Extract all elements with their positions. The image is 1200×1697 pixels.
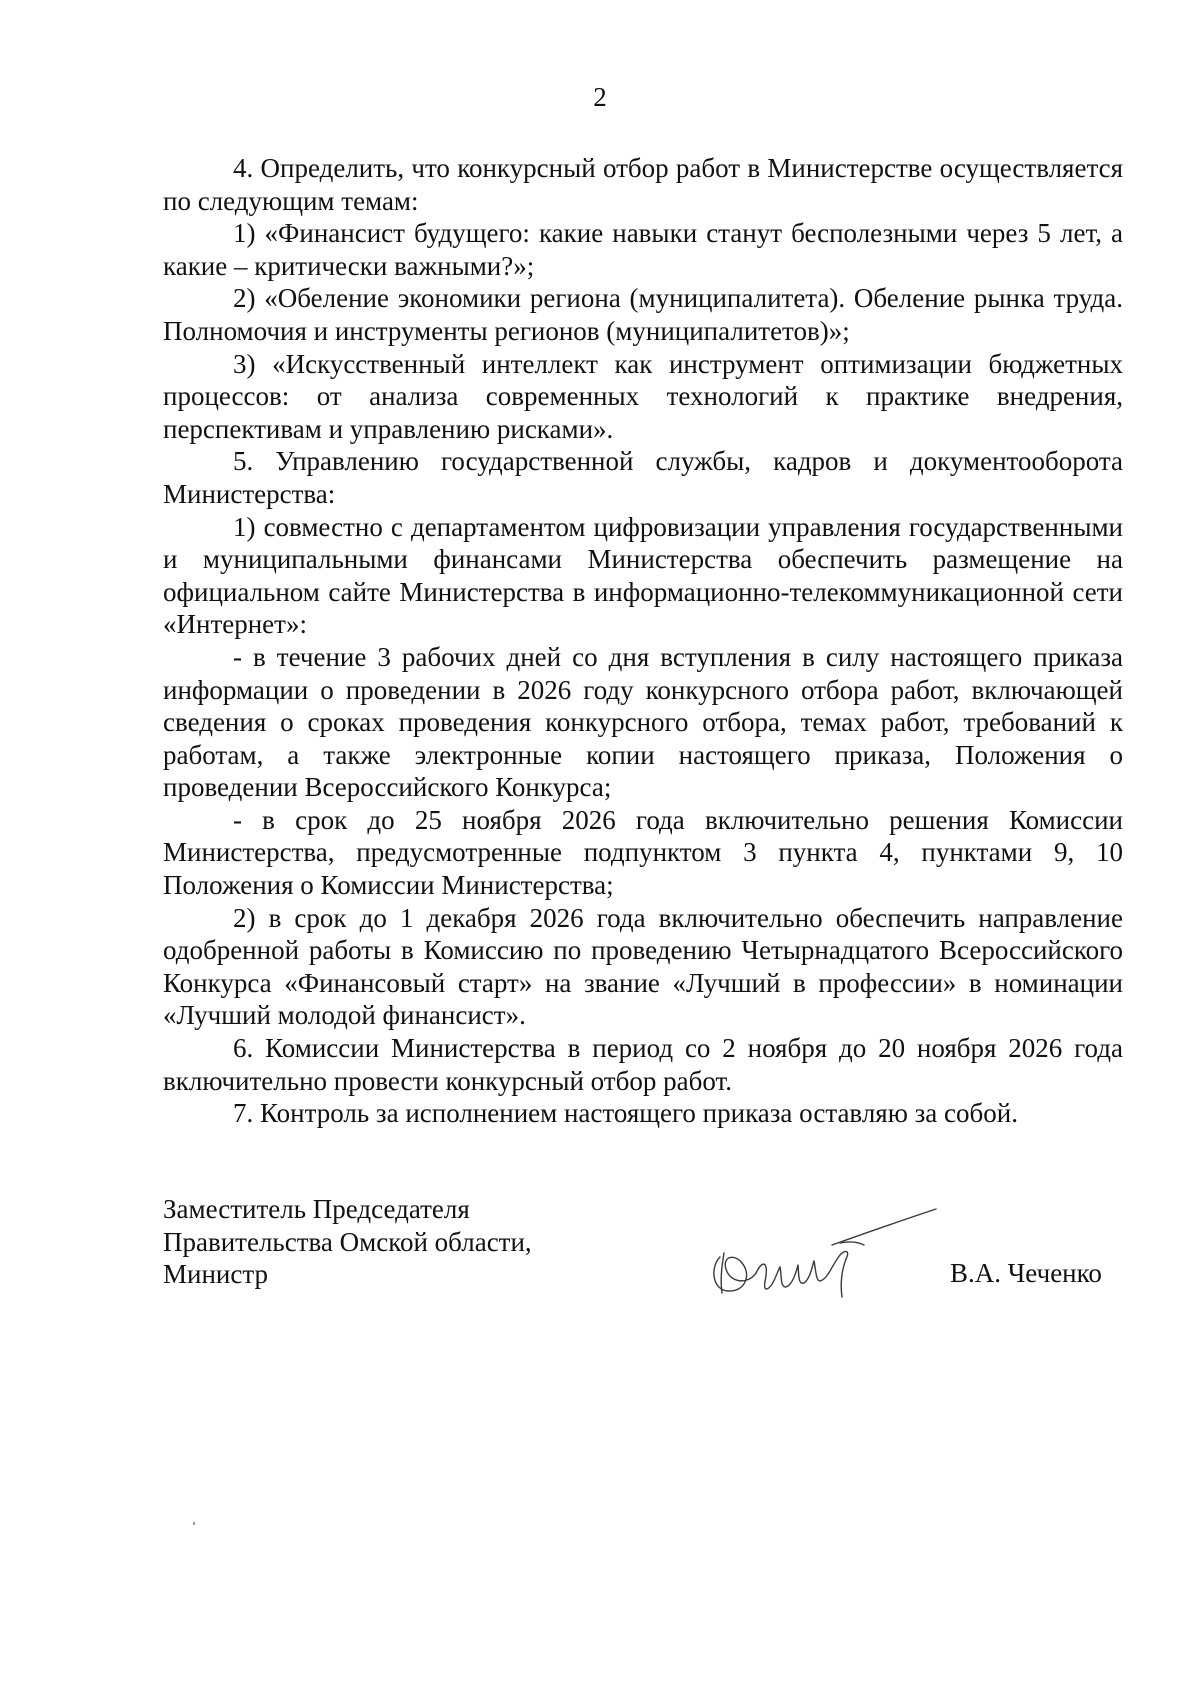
signatory-title-line-2: Правительства Омской области,: [163, 1226, 532, 1257]
document-body: [163, 152, 1123, 1130]
paragraph-5: 5. Управлению государственной службы, кадров и документооборота Министерства:: [163, 446, 1123, 509]
signatory-title-line-1: Заместитель Председателя: [163, 1194, 470, 1224]
paragraph-5-item-1-bullet-1: - в течение 3 рабочих дней со дня вступления в силу настоящего приказа информации о проведении в 2026 году конкурсного отбора работ, включающей сведения о сроках проведения конкурсного отбора, темах работ, требований к работам, а также электронные копии настоящего приказа, Положения о проведении Всероссийского Конкурса;: [163, 641, 1123, 803]
scan-artifact: [193, 1522, 195, 1525]
paragraph-5-item-1-bullet-2: - в срок до 25 ноября 2026 года включительно решения Комиссии Министерства, предусмотренные подпунктом 3 пункта 4, пунктами 9, 10 Положения о Комиссии Министерства;: [163, 804, 1123, 901]
paragraph-7: 7. Контроль за исполнением настоящего приказа оставляю за собой.: [233, 1098, 1018, 1129]
paragraph-4: 4. Определить, что конкурсный отбор работ в Министерстве осуществляется по следующим темам:: [163, 153, 1123, 216]
paragraph-4-item-2: 2) «Обеление экономики региона (муниципалитета). Обеление рынка труда. Полномочия и инструменты регионов (муниципалитетов)»;: [163, 283, 1123, 346]
paragraph-6: 6. Комиссии Министерства в период со 2 ноября до 20 ноября 2026 года включительно провести конкурсный отбор работ.: [163, 1033, 1123, 1096]
paragraph-4-item-3: 3) «Искусственный интеллект как инструмент оптимизации бюджетных процессов: от анализа современных технологий к практике внедрения, перспективам и управлению рисками».: [163, 348, 1123, 444]
paragraph-5-item-2: 2) в срок до 1 декабря 2026 года включительно обеспечить направление одобренной работы в Комиссию по проведению Четырнадцатого Всероссийского Конкурса «Финансовый старт» на звание «Лучший в профессии» в номинации «Лучший молодой финансист».: [163, 902, 1123, 1031]
signatory-title-line-3: Министр: [163, 1259, 268, 1290]
paragraph-4-item-1: 1) «Финансист будущего: какие навыки станут бесполезными через 5 лет, а какие – критически важными?»;: [163, 218, 1123, 281]
paragraph-5-item-1: 1) совместно с департаментом цифровизации управления государственными и муниципальными финансами Министерства обеспечить размещение на официальном сайте Министерства в информационно-телекоммуникационной сети «Интернет»:: [163, 511, 1123, 640]
signatory-name: В.А. Чеченко: [950, 1258, 1102, 1288]
page-number: 2: [593, 82, 607, 112]
handwritten-signature: [700, 1195, 940, 1310]
